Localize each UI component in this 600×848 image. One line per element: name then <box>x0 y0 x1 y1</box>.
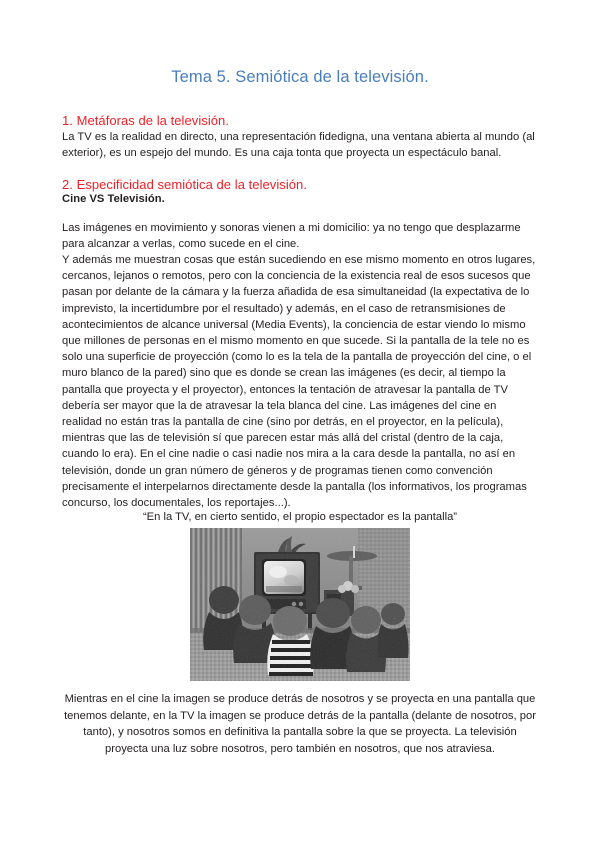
pull-quote: “En la TV, en cierto sentido, el propio espectador es la pantalla” <box>142 511 458 523</box>
section-2-paragraph-1: Las imágenes en movimiento y sonoras vienen a mi domicilio: ya no tengo que desplazarme para alcanzar a verlas, como sucede en el cine. <box>62 222 521 251</box>
figure-caption-wrap <box>62 691 538 757</box>
section-2-paragraph-2: Y además me muestran cosas que están sucediendo en ese mismo momento en otros lugares, cercanos, lejanos o remotos, pero con la conciencia de la existencia real de esos sucesos que pasan por delante de la cámara y la fuerza añadida de esa simultaneidad (la expectativa de lo imprevisto, la incertidumbre por el resultado) y además, en el caso de retransmisiones de acontecimientos de alcance universal (Media Events), la conciencia de estar viendo lo mismo que millones de personas en el mismo momento en que sucede. Si la pantalla de la tele no es solo una superficie de proyección (como lo es la tela de la pantalla de proyección del cine, o el muro blanco de la pared) sino que es donde se crean las imágenes (es decir, al tiempo la pantalla que proyecta y el proyector), entonces la tentación de atravesar la pantalla de TV debería ser mayor que la de atravesar la tela blanca del cine. Las imágenes del cine en realidad no están tras la pantalla de cine (sino por detrás, en el proyector, en la película), mientras que las de televisión sí que parecen estar más allá del cristal (dentro de la caja, cuando lo era). En el cine nadie o casi nadie nos mira a la cara desde la pantalla, no así en televisión, donde un gran número de géneros y de programas tienen como convención precisamente el interpelarnos directamente desde la pantalla (los informativos, los programas concurso, los documentales, los reportajes...). <box>62 254 536 510</box>
figure <box>62 528 538 681</box>
section-metaforas <box>62 113 538 161</box>
section-2-paragraph-1-wrap <box>62 220 538 252</box>
children-watching-tv-photo <box>190 528 410 681</box>
section-heading-1: 1. Metáforas de la televisión. <box>62 113 229 128</box>
section-1-paragraph-1: La TV es la realidad en directo, una representación fidedigna, una ventana abierta al mundo (al exterior), es un espejo del mundo. Es una caja tonta que proyecta un espectáculo banal. <box>62 131 535 160</box>
section-2-paragraph-2-wrap <box>62 252 538 511</box>
page-title: Tema 5. Semiótica de la televisión. <box>171 68 429 86</box>
figure-caption: Mientras en el cine la imagen se produce detrás de nosotros y se proyecta en una pantalla que tenemos delante, en la TV la imagen se produce detrás de la pantalla (delante de nosotros, por tanto), y nosotros somos en definitiva la pantalla sobre la que se proyecta. La televisión proyecta una luz sobre nosotros, pero también en nosotros, que nos atraviesa. <box>64 693 536 755</box>
section-2-subheading: Cine VS Televisión. <box>62 193 165 205</box>
section-heading-2: 2. Especificidad semiótica de la televisión. <box>62 177 307 192</box>
pull-quote-wrap <box>62 508 538 525</box>
section-especificidad <box>62 177 538 206</box>
